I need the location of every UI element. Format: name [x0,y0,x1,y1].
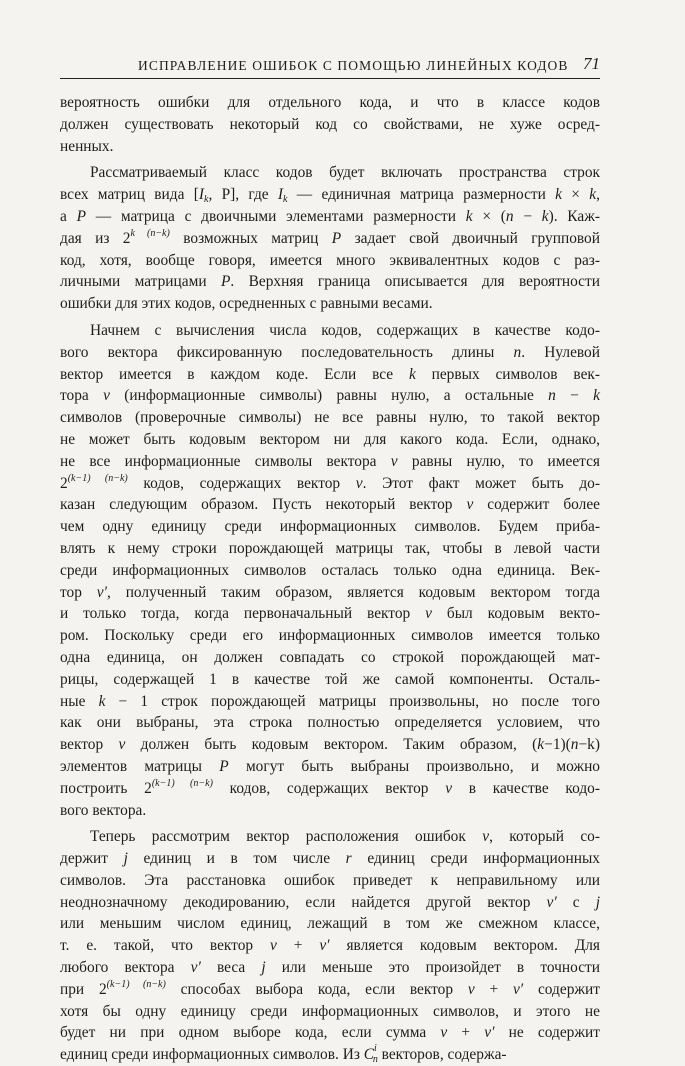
page-number: 71 [583,54,600,73]
text-line: не все информационные символы вектора v равны нулю, то имеется [60,452,600,470]
text-line: должен существовать некоторый код со свойствами, не хуже осред- [60,115,600,133]
text-line: вероятность ошибки для отдельного кода, и что в классе кодов [60,94,600,111]
text-line: тора v (информационные символы) равны нулю, а остальные n − k [60,387,600,405]
text-line: Рассматриваемый класс кодов будет включать пространства строк [90,164,600,182]
text-line: символов. Эта расстановка ошибок приведет к неправильному или [60,871,600,889]
text-line: тор v′, полученный таким образом, является кодовым вектором тогда [60,583,600,601]
text-line: дая из $2^{k (n-k)}$ возможных матриц P задает свой двоичный групповой [60,227,600,247]
text-line: и только тогда, когда первоначальный вектор v был кодовым векто- [60,605,600,623]
text-line: вого вектора фиксированную последовательность длины n. Нулевой [60,343,600,361]
text-line: вектор имеется в каждом коде. Если все k первых символов век- [60,365,601,383]
text-line: элементов матрицы P могут быть выбраны произвольно, и можно [60,757,600,775]
text-line: ненных. [60,137,114,155]
text-line: ные k − 1 строк порождающей матрицы произвольны, но после того [60,692,600,710]
text-line: хотя бы одну единицу среди информационных символов, и этого не [60,1002,600,1020]
text-line: будет ни при одном выборе кода, если сумма v + v′ не содержит [60,1024,600,1042]
text-line: среди информационных символов осталась только одна единица. Век- [60,561,600,579]
page-body [60,92,600,1066]
paragraph [60,320,600,821]
running-head: ИСПРАВЛЕНИЕ ОШИБОК С ПОМОЩЬЮ ЛИНЕЙНЫХ КОДОВ [138,58,569,73]
text-line: вого вектора. [60,801,147,819]
text-line: $2^{(k-1) (n-k)}$ кодов, содержащих вектор v. Этот факт может быть до- [60,472,600,492]
text-line: при $2^{(k-1) (n-k)}$ способах выбора кода, если вектор v + v′ содержит [60,978,600,998]
text-line: символов (проверочные символы) не все равны нулю, то такой вектор [60,409,600,427]
text-line: вектор v должен быть кодовым вектором. Таким образом, (k−1)(n−k) [60,736,600,754]
text-line: код, хотя, вообще говоря, имеется много эквивалентных кодов с раз- [60,251,600,269]
text-line: а P — матрица с двоичными элементами размерности k × (n − k). Каж- [60,207,600,225]
paragraph [60,162,600,315]
text-line: не может быть кодовым вектором ни для какого кода. Если, однако, [60,430,600,448]
text-line: или меньшим числом единиц, лежащий в том же смежном классе, [60,915,600,933]
text-line: как они выбраны, эта строка полностью определяется условием, что [60,714,600,732]
text-line: ром. Поскольку среди его информационных символов имеется только [60,627,600,645]
text-line: рицы, содержащей 1 в качестве той же самой компоненты. Осталь- [60,670,600,688]
text-line: одна единица, он должен совпадать со строкой порождающей мат- [60,648,600,666]
text-line: казан следующим образом. Пусть некоторый вектор v содержит более [60,496,600,514]
text-line: держит j единиц и в том числе r единиц среди информационных [60,850,600,868]
text-line: всех матриц вида [$I_k$, P], где $I_k$ — единичная матрица размерности k × k, [60,186,600,206]
text-line: Теперь рассмотрим вектор расположения ошибок v, который со- [90,828,601,846]
text-line: Начнем с вычисления числа кодов, содержащих в качестве кодо- [90,321,600,339]
text-line: любого вектора v′ веса j или меньше это произойдет в точности [60,959,601,977]
text-line: личными матрицами P. Верхняя граница описывается для вероятности [60,273,600,291]
paragraph [60,826,600,1066]
text-line: т. е. такой, что вектор v + v′ является кодовым вектором. Для [60,937,600,955]
text-line: неоднозначному декодированию, если найдется другой вектор v′ с j [60,893,600,911]
text-line: построить $2^{(k-1) (n-k)}$ кодов, содержащих вектор v в качестве кодо- [60,777,600,797]
page-header [60,52,600,79]
text-line: единиц среди информационных символов. Из $C^i_n$ векторов, содержа- [60,1043,507,1066]
text-line: влять к нему строки порождающей матрицы так, чтобы в левой части [60,539,600,557]
paragraph [60,92,600,157]
text-line: чем одну единицу среди информационных символов. Будем приба- [60,518,600,536]
text-line: ошибки для этих кодов, осредненных с равными весами. [60,295,433,313]
